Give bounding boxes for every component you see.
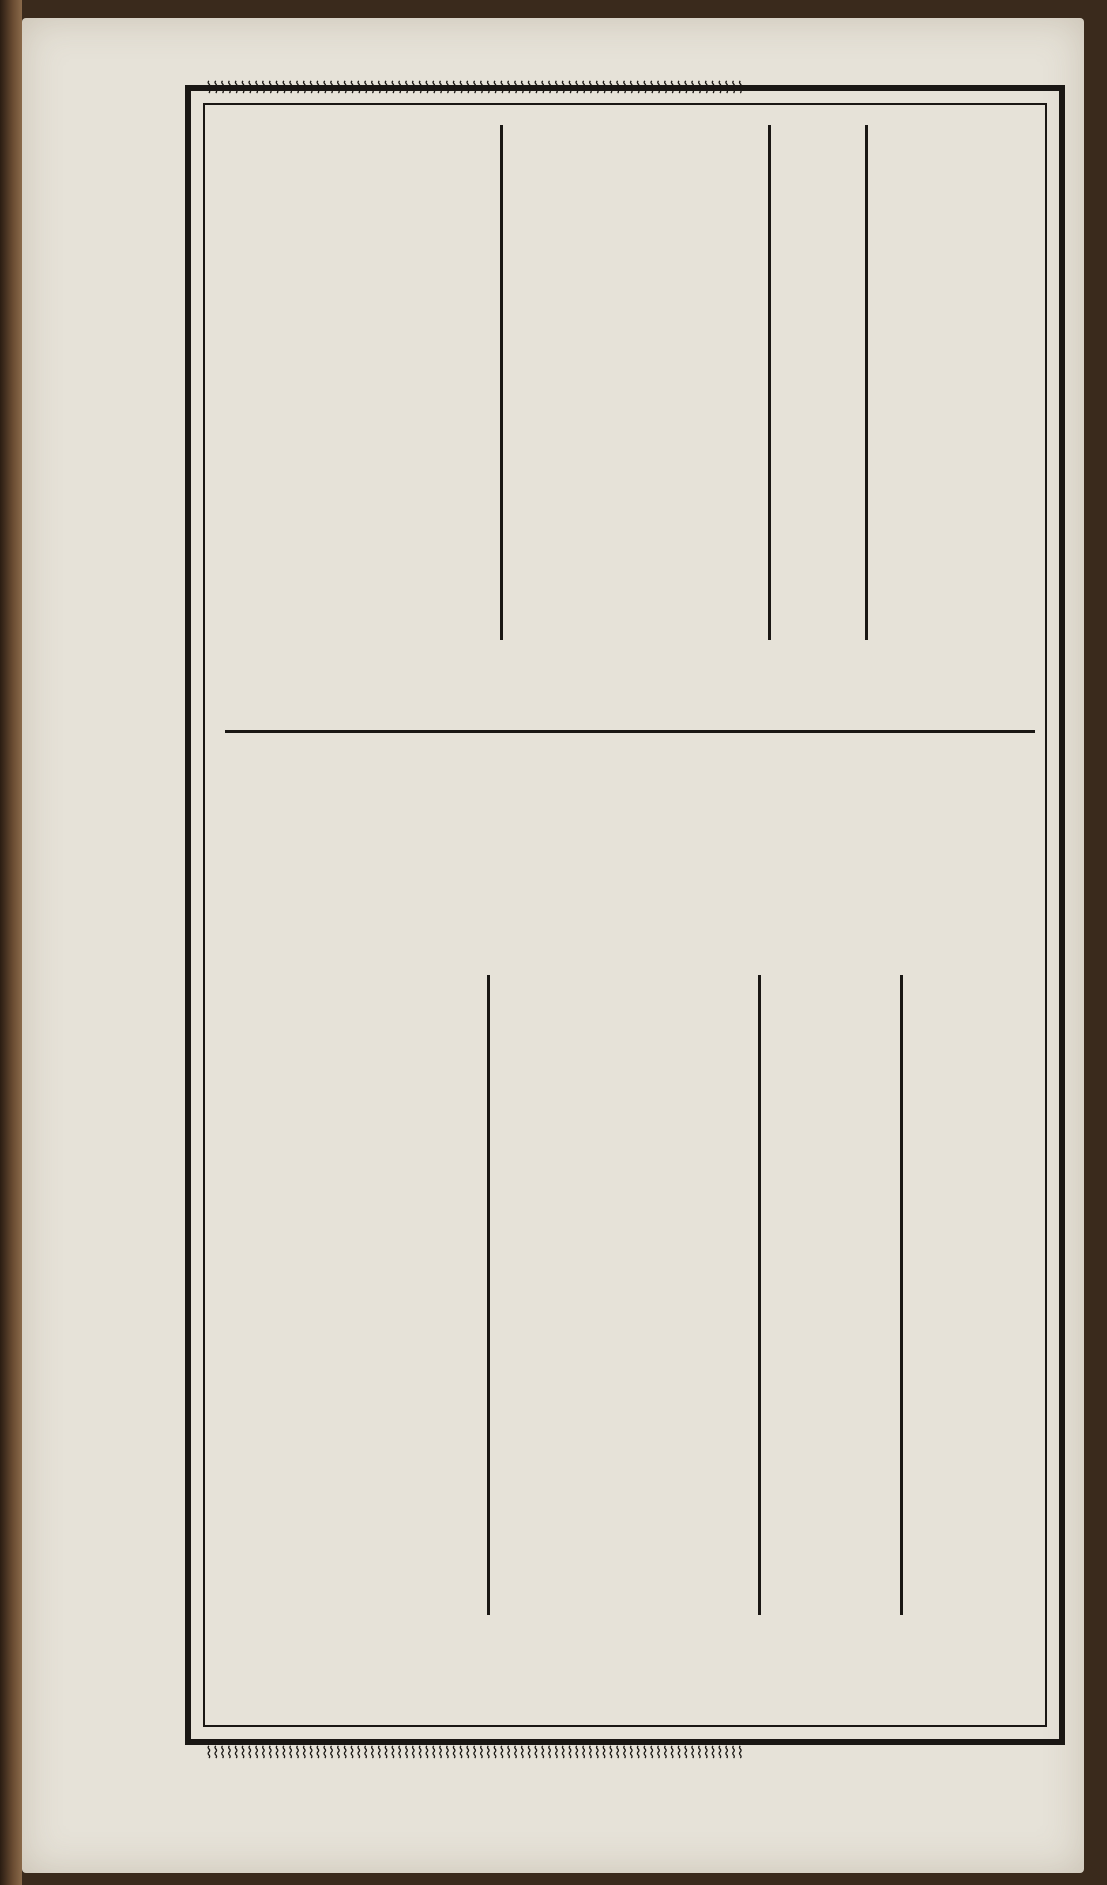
column-rule xyxy=(487,975,490,1615)
column-rule xyxy=(500,125,503,640)
column-rule xyxy=(768,125,771,640)
book-spine xyxy=(0,0,22,1885)
header-in-w xyxy=(775,128,905,168)
column-rule xyxy=(900,975,903,1615)
column-rule xyxy=(865,125,868,640)
section-divider xyxy=(225,730,1035,733)
ornamental-frame xyxy=(185,85,1065,1745)
zigzag-border-top: ⌇⌇⌇⌇⌇⌇⌇⌇⌇⌇⌇⌇⌇⌇⌇⌇⌇⌇⌇⌇⌇⌇⌇⌇⌇⌇⌇⌇⌇⌇⌇⌇⌇⌇⌇⌇⌇⌇⌇⌇⌇⌇⌇⌇⌇⌇⌇⌇⌇⌇⌇⌇⌇⌇⌇⌇⌇⌇⌇⌇⌇⌇⌇⌇⌇⌇⌇⌇⌇⌇⌇⌇⌇⌇⌇⌇⌇⌇⌇ xyxy=(205,80,744,96)
column-rule xyxy=(758,975,761,1615)
zigzag-border-bottom: ⌇⌇⌇⌇⌇⌇⌇⌇⌇⌇⌇⌇⌇⌇⌇⌇⌇⌇⌇⌇⌇⌇⌇⌇⌇⌇⌇⌇⌇⌇⌇⌇⌇⌇⌇⌇⌇⌇⌇⌇⌇⌇⌇⌇⌇⌇⌇⌇⌇⌇⌇⌇⌇⌇⌇⌇⌇⌇⌇⌇⌇⌇⌇⌇⌇⌇⌇⌇⌇⌇⌇⌇⌇⌇⌇⌇⌇⌇⌇ xyxy=(205,1745,744,1761)
